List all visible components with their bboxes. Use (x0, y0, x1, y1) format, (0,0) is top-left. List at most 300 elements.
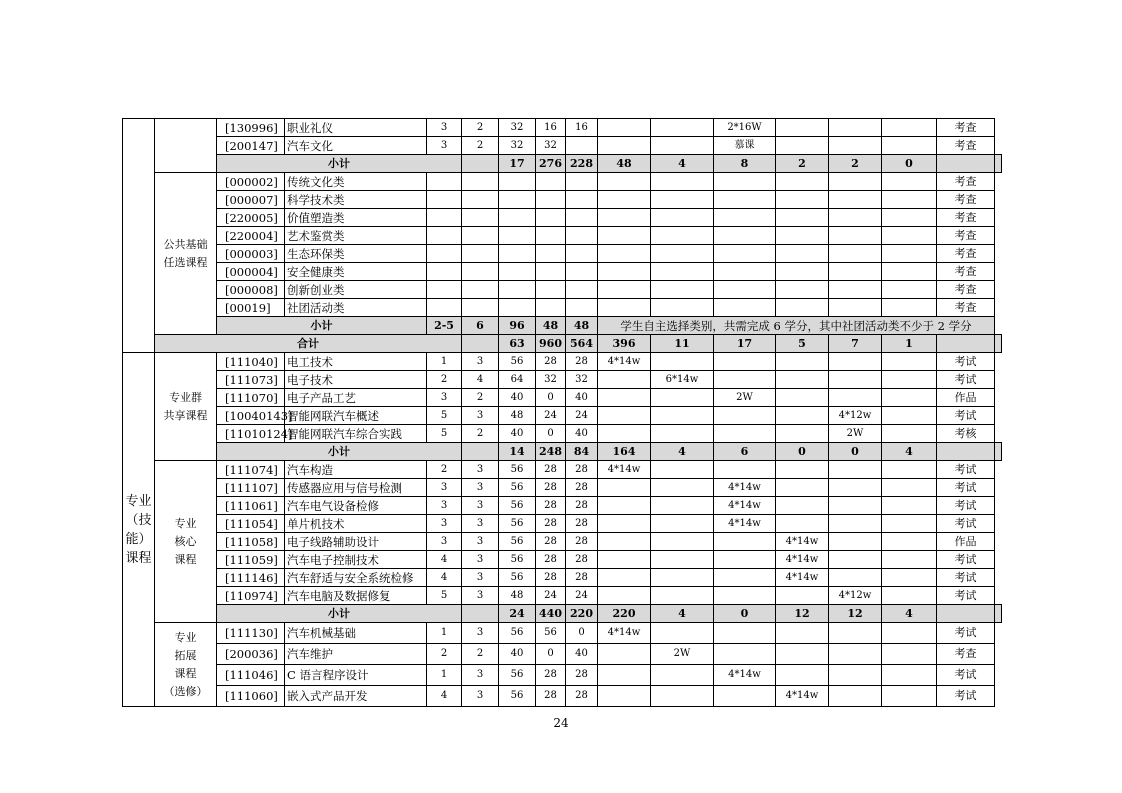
assessment: 考试 (937, 665, 995, 686)
cell-c1: 3 (427, 119, 462, 137)
cell-s3: 慕课 (714, 137, 776, 155)
empty-cell (566, 299, 598, 317)
cell-s4 (776, 371, 829, 389)
cell-c3: 56 (499, 461, 536, 479)
cell-c4: 16 (536, 119, 566, 137)
cell-s2 (651, 137, 714, 155)
subtotal-row (123, 605, 1002, 623)
cell-c2: 4 (462, 371, 499, 389)
subtotal-c2: 6 (462, 317, 499, 335)
cell-s4 (776, 644, 829, 665)
assessment: 作品 (937, 389, 995, 407)
total-s6 (937, 335, 995, 353)
cell-s3 (714, 533, 776, 551)
cell-s1 (598, 569, 651, 587)
cell-c1: 1 (427, 623, 462, 644)
empty-cell (776, 263, 829, 281)
cell-c3: 48 (499, 587, 536, 605)
cell-c5: 28 (566, 515, 598, 533)
cell-s1 (598, 644, 651, 665)
cell-s6 (882, 353, 937, 371)
course-code: [111146] (217, 569, 285, 587)
course-name: 嵌入式产品开发 (285, 686, 427, 707)
group-shared-label-line: 专业群 (169, 390, 202, 404)
cell-c2: 3 (462, 353, 499, 371)
empty-cell (714, 299, 776, 317)
course-name: 创新创业类 (285, 281, 427, 299)
subtotal-c5: 164 (598, 443, 651, 461)
cell-c1: 1 (427, 353, 462, 371)
subtotal-row (123, 443, 1002, 461)
assessment: 考查 (937, 644, 995, 665)
table-row (123, 137, 1002, 155)
assessment: 考试 (937, 569, 995, 587)
empty-cell (714, 227, 776, 245)
cell-s6 (882, 686, 937, 707)
assessment: 考试 (937, 371, 995, 389)
cell-s4 (776, 497, 829, 515)
total-c1 (462, 335, 499, 353)
table-row (123, 644, 1002, 665)
table-row (123, 623, 1002, 644)
cell-s3: 4*14w (714, 515, 776, 533)
cell-c3: 64 (499, 371, 536, 389)
subtotal-label: 小计 (217, 317, 427, 335)
subtotal-assess (995, 155, 1002, 173)
course-code: [10040143] (217, 407, 285, 425)
assessment: 考试 (937, 479, 995, 497)
cell-s6 (882, 587, 937, 605)
cell-s6 (882, 119, 937, 137)
table-row (123, 479, 1002, 497)
subtotal-s5: 4 (882, 443, 937, 461)
assessment: 考查 (937, 263, 995, 281)
cell-c1: 3 (427, 389, 462, 407)
course-name: 电子线路辅助设计 (285, 533, 427, 551)
cell-s3 (714, 644, 776, 665)
cell-s2 (651, 461, 714, 479)
table-row (123, 281, 1002, 299)
cell-s4 (776, 587, 829, 605)
table-row (123, 209, 1002, 227)
cell-s1 (598, 686, 651, 707)
cell-c2: 3 (462, 461, 499, 479)
subtotal-c3: 276 (536, 155, 566, 173)
group-extension-label-line: 专业 (174, 630, 197, 644)
cell-s4 (776, 461, 829, 479)
cell-c4: 28 (536, 665, 566, 686)
cell-s3 (714, 353, 776, 371)
cell-s4: 4*14w (776, 533, 829, 551)
subtotal-s1: 4 (651, 155, 714, 173)
assessment: 考查 (937, 281, 995, 299)
cell-s6 (882, 479, 937, 497)
cell-s1: 4*14w (598, 353, 651, 371)
cell-c2: 2 (462, 137, 499, 155)
subtotal-c1 (462, 443, 499, 461)
cell-c5 (566, 137, 598, 155)
total-c4: 564 (566, 335, 598, 353)
table-row (123, 227, 1002, 245)
cell-s5 (829, 371, 882, 389)
course-code: [111046] (217, 665, 285, 686)
group-elective-label-line: 任选课程 (163, 255, 208, 269)
subtotal-s6 (937, 605, 995, 623)
cell-s2 (651, 497, 714, 515)
cell-c3: 40 (499, 425, 536, 443)
course-name: C 语言程序设计 (285, 665, 427, 686)
empty-cell (651, 299, 714, 317)
cell-s4 (776, 389, 829, 407)
section-major-label-line: （技 (125, 512, 152, 528)
assessment: 考试 (937, 497, 995, 515)
cell-c4: 28 (536, 353, 566, 371)
empty-cell (776, 209, 829, 227)
group-shared-label (155, 353, 217, 461)
total-s4: 7 (829, 335, 882, 353)
cell-s5: 2W (829, 425, 882, 443)
assessment: 考查 (937, 245, 995, 263)
cell-c5: 28 (566, 533, 598, 551)
cell-c1: 4 (427, 551, 462, 569)
cell-s1 (598, 497, 651, 515)
cell-s6 (882, 515, 937, 533)
course-code: [111054] (217, 515, 285, 533)
cell-s3 (714, 461, 776, 479)
group-shared-label-line: 共享课程 (163, 408, 208, 422)
cell-c1: 3 (427, 515, 462, 533)
cell-c4: 28 (536, 515, 566, 533)
course-code: [111070] (217, 389, 285, 407)
empty-cell (462, 281, 499, 299)
empty-cell (598, 281, 651, 299)
empty-cell (598, 209, 651, 227)
subtotal-label: 小计 (217, 155, 462, 173)
cell-c4: 28 (536, 533, 566, 551)
empty-cell (829, 245, 882, 263)
empty-cell (776, 281, 829, 299)
cell-s5 (829, 644, 882, 665)
cell-s3 (714, 425, 776, 443)
course-name: 汽车维护 (285, 644, 427, 665)
empty-cell (462, 263, 499, 281)
table-row (123, 425, 1002, 443)
cell-s5 (829, 389, 882, 407)
cell-s6 (882, 371, 937, 389)
subtotal-s4: 12 (829, 605, 882, 623)
table-row (123, 299, 1002, 317)
empty-cell (882, 227, 937, 245)
cell-s2: 6*14w (651, 371, 714, 389)
cell-c2: 3 (462, 551, 499, 569)
cell-c3: 48 (499, 407, 536, 425)
empty-cell (462, 209, 499, 227)
cell-c3: 32 (499, 119, 536, 137)
empty-cell (427, 209, 462, 227)
empty-cell (829, 299, 882, 317)
cell-c2: 3 (462, 533, 499, 551)
cell-s2: 2W (651, 644, 714, 665)
empty-cell (882, 173, 937, 191)
table-row (123, 371, 1002, 389)
table-row (123, 353, 1002, 371)
course-name: 汽车电脑及数据修复 (285, 587, 427, 605)
cell-c1: 3 (427, 497, 462, 515)
group-core-label-line: 核心 (174, 534, 197, 548)
cell-s5 (829, 569, 882, 587)
cell-c3: 56 (499, 533, 536, 551)
cell-s2 (651, 515, 714, 533)
cell-c5: 24 (566, 587, 598, 605)
course-code: [110974] (217, 587, 285, 605)
empty-cell (462, 227, 499, 245)
empty-cell (462, 245, 499, 263)
cell-s4 (776, 407, 829, 425)
cell-c3: 56 (499, 569, 536, 587)
cell-s6 (882, 665, 937, 686)
cell-c1: 5 (427, 407, 462, 425)
total-row (123, 335, 1002, 353)
cell-c3: 32 (499, 137, 536, 155)
empty-cell (536, 173, 566, 191)
cell-s6 (882, 569, 937, 587)
group-extension-label-line: 拓展 (174, 648, 197, 662)
cell-s5 (829, 353, 882, 371)
cell-c5: 28 (566, 461, 598, 479)
course-name: 汽车机械基础 (285, 623, 427, 644)
cell-s2 (651, 587, 714, 605)
subtotal-s1: 4 (651, 605, 714, 623)
cell-s2 (651, 665, 714, 686)
cell-c4: 28 (536, 461, 566, 479)
cell-c4: 24 (536, 587, 566, 605)
table-row (123, 245, 1002, 263)
cell-c2: 2 (462, 644, 499, 665)
cell-c2: 2 (462, 119, 499, 137)
cell-s6 (882, 533, 937, 551)
course-name: 单片机技术 (285, 515, 427, 533)
subtotal-c2: 24 (499, 605, 536, 623)
empty-cell (714, 263, 776, 281)
cell-s6 (882, 425, 937, 443)
cell-s6 (882, 644, 937, 665)
subtotal-s5: 0 (882, 155, 937, 173)
cell-c3: 56 (499, 665, 536, 686)
subtotal-c2: 14 (499, 443, 536, 461)
cell-s4 (776, 425, 829, 443)
course-name: 电工技术 (285, 353, 427, 371)
cell-c1: 5 (427, 587, 462, 605)
course-code: [111073] (217, 371, 285, 389)
empty-cell (536, 191, 566, 209)
empty-cell (427, 281, 462, 299)
empty-cell (598, 299, 651, 317)
cell-c5: 40 (566, 425, 598, 443)
subtotal-s3: 12 (776, 605, 829, 623)
cell-s4: 4*14w (776, 686, 829, 707)
empty-cell (499, 173, 536, 191)
total-s2: 17 (714, 335, 776, 353)
empty-cell (566, 281, 598, 299)
empty-cell (598, 245, 651, 263)
cell-s4: 4*14w (776, 551, 829, 569)
table-row (123, 515, 1002, 533)
subtotal-c3: 440 (536, 605, 566, 623)
cell-c4: 28 (536, 569, 566, 587)
empty-cell (598, 227, 651, 245)
assessment: 作品 (937, 533, 995, 551)
cell-c1: 1 (427, 665, 462, 686)
course-code: [111059] (217, 551, 285, 569)
course-code: [000004] (217, 263, 285, 281)
table-row (123, 191, 1002, 209)
empty-cell (714, 281, 776, 299)
cell-s1 (598, 119, 651, 137)
cell-c5: 28 (566, 551, 598, 569)
cell-s3: 2W (714, 389, 776, 407)
cell-c4: 0 (536, 389, 566, 407)
empty-cell (499, 191, 536, 209)
empty-cell (651, 263, 714, 281)
cell-s1 (598, 407, 651, 425)
cell-s5 (829, 479, 882, 497)
cell-c4: 32 (536, 137, 566, 155)
assessment: 考试 (937, 587, 995, 605)
cell-c5: 24 (566, 407, 598, 425)
empty-cell (829, 281, 882, 299)
empty-cell (427, 299, 462, 317)
empty-cell (829, 191, 882, 209)
subtotal-c5: 220 (598, 605, 651, 623)
subtotal-c4: 220 (566, 605, 598, 623)
empty-cell (566, 173, 598, 191)
cell-c4: 28 (536, 479, 566, 497)
empty-cell (462, 191, 499, 209)
group-extension-label (155, 623, 217, 707)
cell-s3: 4*14w (714, 479, 776, 497)
cell-c2: 3 (462, 665, 499, 686)
cell-c5: 16 (566, 119, 598, 137)
cell-c2: 3 (462, 497, 499, 515)
empty-cell (776, 173, 829, 191)
course-code: [130996] (217, 119, 285, 137)
empty-cell (499, 227, 536, 245)
empty-cell (651, 191, 714, 209)
cell-c4: 28 (536, 686, 566, 707)
cell-s5 (829, 551, 882, 569)
cell-s2 (651, 479, 714, 497)
curriculum-table (122, 118, 1002, 707)
section-major-label-line: 专业 (125, 493, 152, 509)
table-row (123, 533, 1002, 551)
empty-cell (651, 281, 714, 299)
empty-cell (651, 245, 714, 263)
cell-c5: 32 (566, 371, 598, 389)
cell-c1: 3 (427, 479, 462, 497)
subtotal-assess (995, 443, 1002, 461)
course-name: 汽车舒适与安全系统检修 (285, 569, 427, 587)
cell-s2 (651, 425, 714, 443)
empty-cell (829, 227, 882, 245)
cell-s2 (651, 686, 714, 707)
cell-s2 (651, 623, 714, 644)
table-row (123, 407, 1002, 425)
subtotal-note: 学生自主选择类别，共需完成 6 学分，其中社团活动类不少于 2 学分 (598, 317, 995, 335)
cell-s4 (776, 353, 829, 371)
course-code: [111058] (217, 533, 285, 551)
cell-c3: 56 (499, 479, 536, 497)
cell-s1 (598, 389, 651, 407)
course-code: [111040] (217, 353, 285, 371)
course-name: 传统文化类 (285, 173, 427, 191)
empty-cell (776, 227, 829, 245)
empty-cell (566, 191, 598, 209)
total-c5: 396 (598, 335, 651, 353)
empty-cell (829, 209, 882, 227)
cell-c2: 3 (462, 587, 499, 605)
assessment: 考查 (937, 227, 995, 245)
course-code: [000002] (217, 173, 285, 191)
section-public-outer (123, 119, 155, 353)
empty-cell (462, 299, 499, 317)
empty-cell (829, 263, 882, 281)
course-code: [111074] (217, 461, 285, 479)
cell-c5: 40 (566, 644, 598, 665)
course-code: [11010124] (217, 425, 285, 443)
empty-cell (714, 173, 776, 191)
subtotal-label: 小计 (217, 443, 462, 461)
empty-cell (651, 173, 714, 191)
cell-c2: 2 (462, 389, 499, 407)
course-code: [000003] (217, 245, 285, 263)
assessment: 考查 (937, 173, 995, 191)
cell-s1 (598, 425, 651, 443)
cell-c4: 28 (536, 551, 566, 569)
cell-s6 (882, 407, 937, 425)
cell-s3 (714, 371, 776, 389)
cell-c3: 56 (499, 497, 536, 515)
cell-s1 (598, 515, 651, 533)
page-number: 24 (553, 716, 569, 730)
table-row (123, 569, 1002, 587)
subtotal-c3: 96 (499, 317, 536, 335)
course-name: 智能网联汽车综合实践 (285, 425, 427, 443)
cell-s4: 4*14w (776, 569, 829, 587)
cell-s5: 4*12w (829, 587, 882, 605)
empty-cell (499, 299, 536, 317)
cell-c3: 56 (499, 686, 536, 707)
cell-c1: 4 (427, 686, 462, 707)
cell-s3: 4*14w (714, 497, 776, 515)
empty-cell (714, 191, 776, 209)
empty-cell (536, 245, 566, 263)
cell-c4: 32 (536, 371, 566, 389)
cell-s5 (829, 515, 882, 533)
cell-s6 (882, 461, 937, 479)
assessment: 考查 (937, 209, 995, 227)
subtotal-s3: 2 (776, 155, 829, 173)
empty-cell (714, 209, 776, 227)
assessment: 考查 (937, 299, 995, 317)
subtotal-s5: 4 (882, 605, 937, 623)
cell-s2 (651, 389, 714, 407)
course-name: 传感器应用与信号检测 (285, 479, 427, 497)
table-row (123, 263, 1002, 281)
course-name: 汽车电气设备检修 (285, 497, 427, 515)
cell-s4 (776, 515, 829, 533)
table-row (123, 665, 1002, 686)
group-core-label (155, 461, 217, 623)
